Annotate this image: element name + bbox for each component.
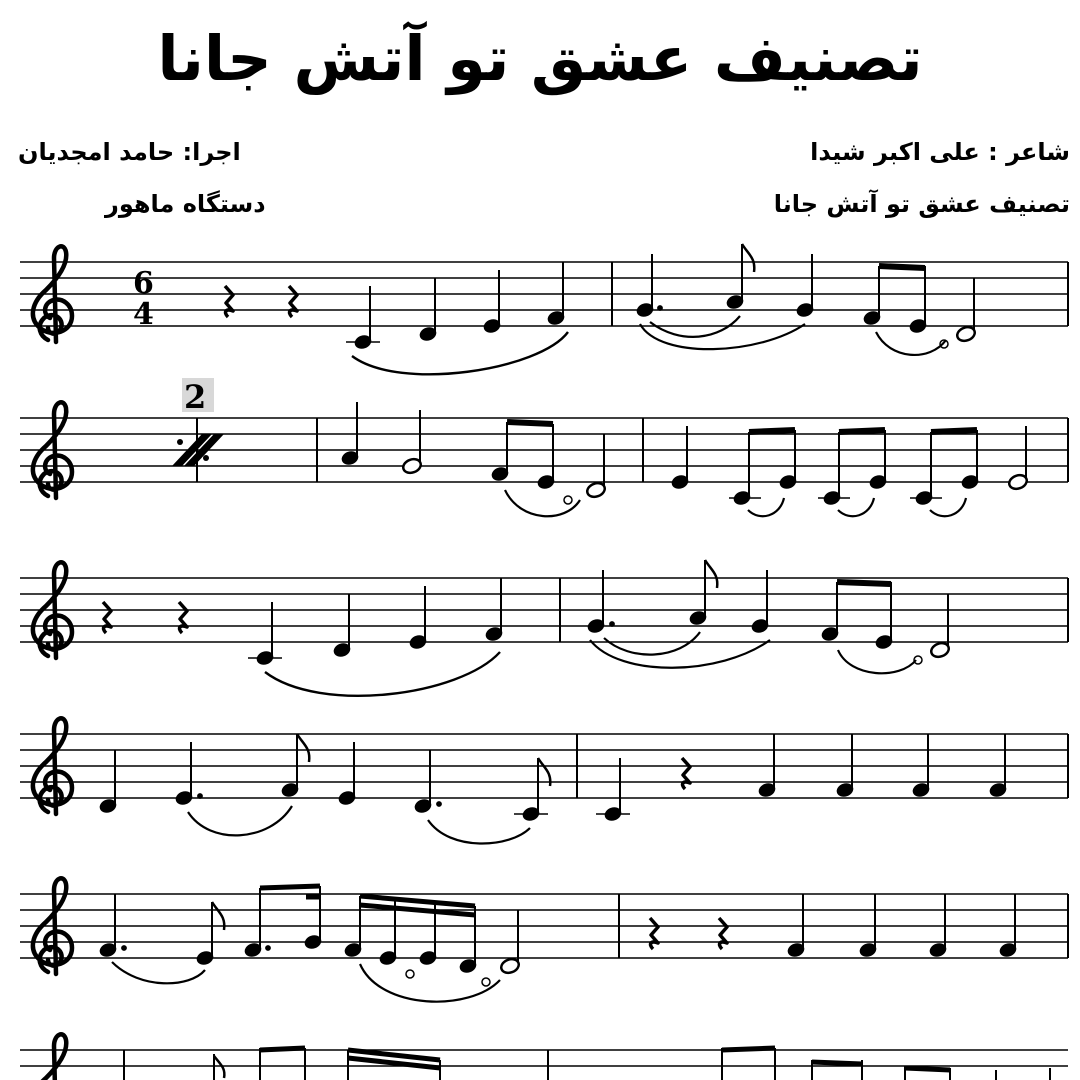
staff-system-1 (20, 244, 1068, 374)
quarter-rest (289, 286, 297, 317)
staff-lines (20, 1050, 1068, 1066)
slur (590, 640, 770, 668)
quarter-rest (225, 286, 233, 317)
slur (930, 498, 966, 516)
staff-system-4 (20, 718, 1068, 843)
poet-credit: شاعر : علی اکبر شیدا (810, 138, 1070, 166)
staff-lines (20, 262, 1068, 326)
time-signature-bottom: 4 (133, 297, 154, 332)
notes (248, 578, 504, 666)
quarter-rest (682, 758, 690, 789)
tie (604, 632, 700, 655)
song-subtitle: تصنیف عشق تو آتش جانا (773, 190, 1070, 218)
staff-system-3 (20, 560, 1068, 696)
quarter-rest (650, 918, 658, 949)
notes (346, 262, 566, 350)
notes (586, 560, 950, 664)
score-title: تصنیف عشق تو آتش جانا (157, 22, 923, 95)
slur (838, 650, 916, 673)
treble-clef-icon (33, 1034, 72, 1080)
slur (640, 324, 805, 349)
quarter-rest (103, 602, 111, 633)
slur (876, 332, 946, 355)
slur (838, 498, 874, 516)
performer-credit: اجرا: حامد امجدیان (18, 138, 241, 166)
quarter-rest (719, 918, 727, 949)
repeat-count: 2 (184, 378, 207, 416)
quarter-rest (179, 602, 187, 633)
tie (112, 962, 205, 983)
staff-lines (20, 418, 1068, 482)
dastgah-mode: دستگاه ماهور (105, 190, 266, 218)
staff-system-5 (20, 878, 1068, 1001)
notes (635, 244, 976, 348)
staff-system-6-partial (20, 1034, 1068, 1080)
slur (352, 332, 568, 374)
time-signature-top: 6 (133, 266, 154, 301)
notes (98, 886, 520, 986)
staff-system-2 (20, 378, 1068, 516)
tie (428, 820, 530, 844)
notes (596, 758, 630, 822)
slur (748, 498, 784, 516)
staff-lines (20, 894, 1068, 958)
tie (188, 806, 292, 835)
slur (265, 652, 500, 696)
staff-lines (20, 578, 1068, 642)
slur (360, 964, 500, 1002)
notes (98, 734, 550, 822)
